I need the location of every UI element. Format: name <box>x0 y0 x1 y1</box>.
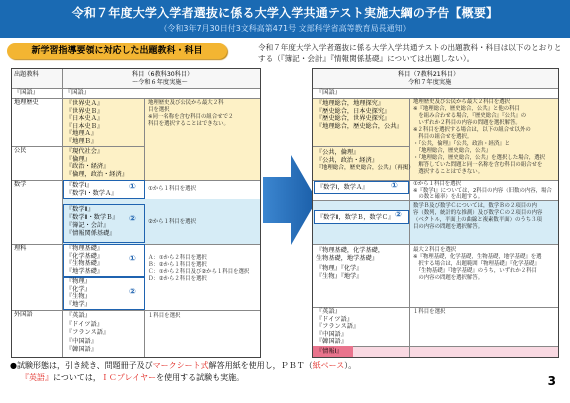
note-line: 最大２科目を選択 <box>413 247 457 253</box>
subject-item: 『フランス語』 <box>66 329 110 337</box>
note-line: 地理歴史及び公民から最大２科目を選択 <box>413 99 511 105</box>
page-number: 3 <box>547 374 556 388</box>
page-title: 令和７年度大学入学者選抜に係る大学入学共通テスト実施大綱の予告【概要】 <box>71 6 499 20</box>
subject-item: 『ドイツ語』 <box>316 315 353 323</box>
left-math-label: 数学 <box>14 181 27 188</box>
subject-item: 『日本史Ｂ』 <box>66 122 104 130</box>
subject-item: 『中国語』 <box>316 330 347 338</box>
footer-note-2 <box>10 372 356 384</box>
transition-arrow <box>263 155 317 245</box>
subject-item: 『ドイツ語』 <box>66 320 103 328</box>
left-gaikoku-note: １科目を選択 <box>148 313 181 319</box>
right-subject-table <box>312 68 559 358</box>
left-kokugo-subject: 『国語』 <box>65 89 90 96</box>
left-subject-table <box>11 68 261 358</box>
subject-item: 『公共，倫理』 <box>316 149 360 156</box>
left-header-col1: 出題教科 <box>14 71 39 78</box>
note-line: Ｄ：②から２科目を選択 <box>148 276 207 282</box>
footer-text: 解答用紙を使用し，ＰＢＴ（ <box>208 361 313 370</box>
subject-item: 『歴史総合，世界史探究』 <box>316 115 391 123</box>
right-note-divider-5 <box>409 307 410 346</box>
note-line: を組み合わせる場合，『歴史総合』『公共』の <box>413 113 527 119</box>
subject-item: 『数学Ⅰ』 <box>66 182 93 189</box>
subject-item: 『地理総合，歴史総合，公共』（再掲） <box>316 165 414 171</box>
footer-text: ●試験形態は，引き続き、問題冊子及び <box>10 361 153 370</box>
note-line: Ｃ：①から２科目及び②から１科目を選択 <box>148 269 250 275</box>
footer-text: については， <box>53 373 101 382</box>
note-line: ※『数学Ⅰ』については，2科目の内容（旧数の内容，場合 <box>413 188 552 194</box>
left-kokugo-row <box>12 88 260 98</box>
subject-item: 『歴史総合，日本史探究』 <box>316 107 391 115</box>
subject-item: 『日本史Ａ』 <box>66 115 104 123</box>
right-kokugo-subject: 『国語』 <box>316 89 341 96</box>
note-line: 数学Ｂ及び数学Ｃについては，数学Ｂの２項目の内 <box>413 203 537 209</box>
subject-item: 『生物基礎』 <box>66 260 104 268</box>
note-line: いずれか２科目の内容の問題を選択解答。 <box>413 120 521 126</box>
subject-item: 『地理総合，歴史総合，公共』 <box>316 122 403 130</box>
subject-item: 『公共，政治・経済』 <box>316 157 378 164</box>
right-note-divider-3 <box>409 200 410 244</box>
subject-item: 『地理Ａ』 <box>66 130 97 138</box>
note-line: ※『地理総合，歴史総合，公共』と他の科目 <box>413 106 520 112</box>
left-chireki-label: 地理歴史 <box>14 99 39 106</box>
subject-item: 『物理基礎』 <box>66 245 104 252</box>
left-note-divider-4 <box>144 310 145 357</box>
note-line: ※同一名称を含む科目の組合せで２ <box>148 114 234 120</box>
right-math1-subject: 『数学Ⅰ，数学Ａ』 <box>317 184 369 191</box>
subject-item: 『フランス語』 <box>316 323 360 331</box>
left-header-col2-line2: ～令和６年度実施～ <box>132 79 188 86</box>
section-label: 新学習指導要領に対応した出題教科・科目 <box>31 46 203 56</box>
left-komin-label: 公民 <box>14 147 27 154</box>
left-gaikoku-row <box>12 310 260 357</box>
subject-item: 『韓国語』 <box>316 338 347 346</box>
intro-text: 令和７年度大学入学者選抜に係る大学入学共通テストの出題教科・科目は以下のとおりとする（『簿記・会計』『情報関係基礎』については出題しない）。 <box>258 43 562 63</box>
left-kokugo-divider <box>62 88 63 98</box>
note-line: 科目を選択することはできない。 <box>148 121 229 127</box>
footer-highlight: マークシート式 <box>152 361 209 370</box>
note-line: 選択することはできない。 <box>413 169 484 175</box>
header-banner <box>0 0 570 38</box>
left-kokugo-label: 『国語』 <box>14 89 39 96</box>
group-2-marker: ② <box>129 287 136 296</box>
subject-item: 『地理Ｂ』 <box>66 138 97 145</box>
footer-text: ）。 <box>344 361 357 370</box>
note-line: Ａ：①から２科目を選択 <box>148 255 207 261</box>
subject-item: 『英語』 <box>66 312 91 319</box>
right-header-line1: 科目（7教科21科目） <box>398 71 460 78</box>
footer-highlight: 紙ベース <box>312 361 345 370</box>
left-gaikoku-label: 外国語 <box>14 311 33 318</box>
subject-item: 『化学』 <box>66 285 91 293</box>
subject-item: 『世界史Ｂ』 <box>66 107 104 115</box>
footer-notes <box>10 360 356 384</box>
note-line: 目の内容の問題を選択解答。 <box>413 224 484 230</box>
subject-item: 『数学Ⅱ・数学Ｂ』 <box>66 214 119 221</box>
page-subtitle: （令和3年7月30日付3文科高第471号 文部科学省高等教育局長通知） <box>159 24 411 33</box>
note-line: （ベクトル，平面上の曲線と複素数平面）のうち３項 <box>413 217 542 223</box>
subject-item: 『現代社会』 <box>66 148 104 155</box>
section-label-pill <box>7 43 227 59</box>
subject-item: 『数学Ⅰ・数学Ａ』 <box>66 190 118 197</box>
group-1-marker: ① <box>129 182 136 191</box>
subject-item: 『簿記・会計』 <box>66 222 110 229</box>
subject-item: 『韓国語』 <box>66 346 97 354</box>
note-line: ①から１科目を選択 <box>413 181 461 187</box>
subject-item: 生物基礎，地学基礎』 <box>316 255 378 262</box>
right-kokugo-row <box>313 88 558 98</box>
subject-item: 『生物』『地学』 <box>316 273 363 280</box>
note-line: ※『物理基礎，化学基礎，生物基礎，地学基礎』を選 <box>413 254 542 260</box>
subject-item: 『物理』 <box>66 278 91 285</box>
subject-item: 『情報関係基礎』 <box>66 230 116 237</box>
note-line: ・『公共，倫理』『公共，政治・経済』と <box>413 141 511 147</box>
right-note-divider-2 <box>409 180 410 200</box>
note-line: 択する場合は，出題範囲『物理基礎』『化学基礎』 <box>413 261 540 267</box>
left-math2-note: ②から１科目を選択 <box>148 219 196 225</box>
subject-item: 『地学基礎』 <box>66 267 104 275</box>
left-col-divider-4 <box>62 310 63 357</box>
group-2-marker: ② <box>395 210 402 219</box>
note-line: 『生物基礎』『地学基礎』のうち，いずれか２科目 <box>413 268 537 274</box>
note-line: の内容の問題を選択解答。 <box>413 275 484 281</box>
subject-item: 『倫理』 <box>66 155 91 163</box>
left-header-divider <box>62 69 63 88</box>
note-line: 『地理総合，歴史総合，公共』 <box>413 148 492 154</box>
note-line: ※２科目を選択する場合は，以下の組合せ以外の <box>413 127 531 133</box>
left-rika-label: 理科 <box>14 245 27 252</box>
note-line: Ｂ：②から１科目を選択 <box>148 262 207 268</box>
footer-highlight: ＩＣプレイヤー <box>100 373 157 382</box>
note-line: の数と確率）を出題する。 <box>413 194 484 200</box>
group-1-marker: ① <box>391 181 398 190</box>
note-line: 目を選択 <box>148 107 170 113</box>
subject-item: 『地学』 <box>66 300 91 308</box>
group-2-marker: ② <box>129 214 136 223</box>
group-1-marker: ① <box>129 254 136 263</box>
note-line: 解答していた問題と同一名称を含む科目の組合せを <box>413 162 543 168</box>
note-line: 地理歴史及び公民から最大２科 <box>148 100 224 106</box>
subject-item: 『化学基礎』 <box>66 252 104 260</box>
subject-item: 『中国語』 <box>66 337 97 345</box>
subject-item: 『生物』 <box>66 293 91 301</box>
note-line: 科目の組合せを選択。 <box>413 134 473 140</box>
right-math2-subject: 『数学Ⅱ，数学Ｂ，数学Ｃ』 <box>317 214 395 221</box>
right-header-line2: 令和７年度実施 <box>408 79 452 86</box>
right-note-divider-6 <box>409 346 410 357</box>
right-note-divider-4 <box>409 244 410 307</box>
subject-item: 『地理総合，地理探究』 <box>316 100 385 107</box>
subject-item: 『物理基礎，化学基礎， <box>316 247 385 254</box>
footer-text: を使用する試験も実施。 <box>156 373 245 382</box>
subject-item: 『世界史Ａ』 <box>66 100 104 107</box>
left-math1-note: ①から１科目を選択 <box>148 186 196 192</box>
right-gaikoku-note: １科目を選択 <box>413 309 446 315</box>
subject-item: 『政治・経済』 <box>66 163 110 171</box>
footer-highlight: 『英語』 <box>21 373 53 382</box>
subject-item: 『倫理，政治・経済』 <box>66 170 128 178</box>
note-line: ・『地理総合，歴史総合，公共』を選択した場合，選択 <box>413 155 546 161</box>
left-header-col2-line1: 科目（6教科30科目） <box>132 71 194 78</box>
subject-item: 『数学Ⅱ』 <box>66 206 94 213</box>
footer-note-1 <box>10 360 356 372</box>
note-line: 容（数列，統計的な推測）及び数学Ｃの２項目の内容 <box>413 210 543 216</box>
subject-item: 『英語』 <box>316 308 341 315</box>
right-joho-subject: 『情報Ⅰ』 <box>316 348 343 355</box>
subject-item: 『物理』『化学』 <box>316 265 363 272</box>
